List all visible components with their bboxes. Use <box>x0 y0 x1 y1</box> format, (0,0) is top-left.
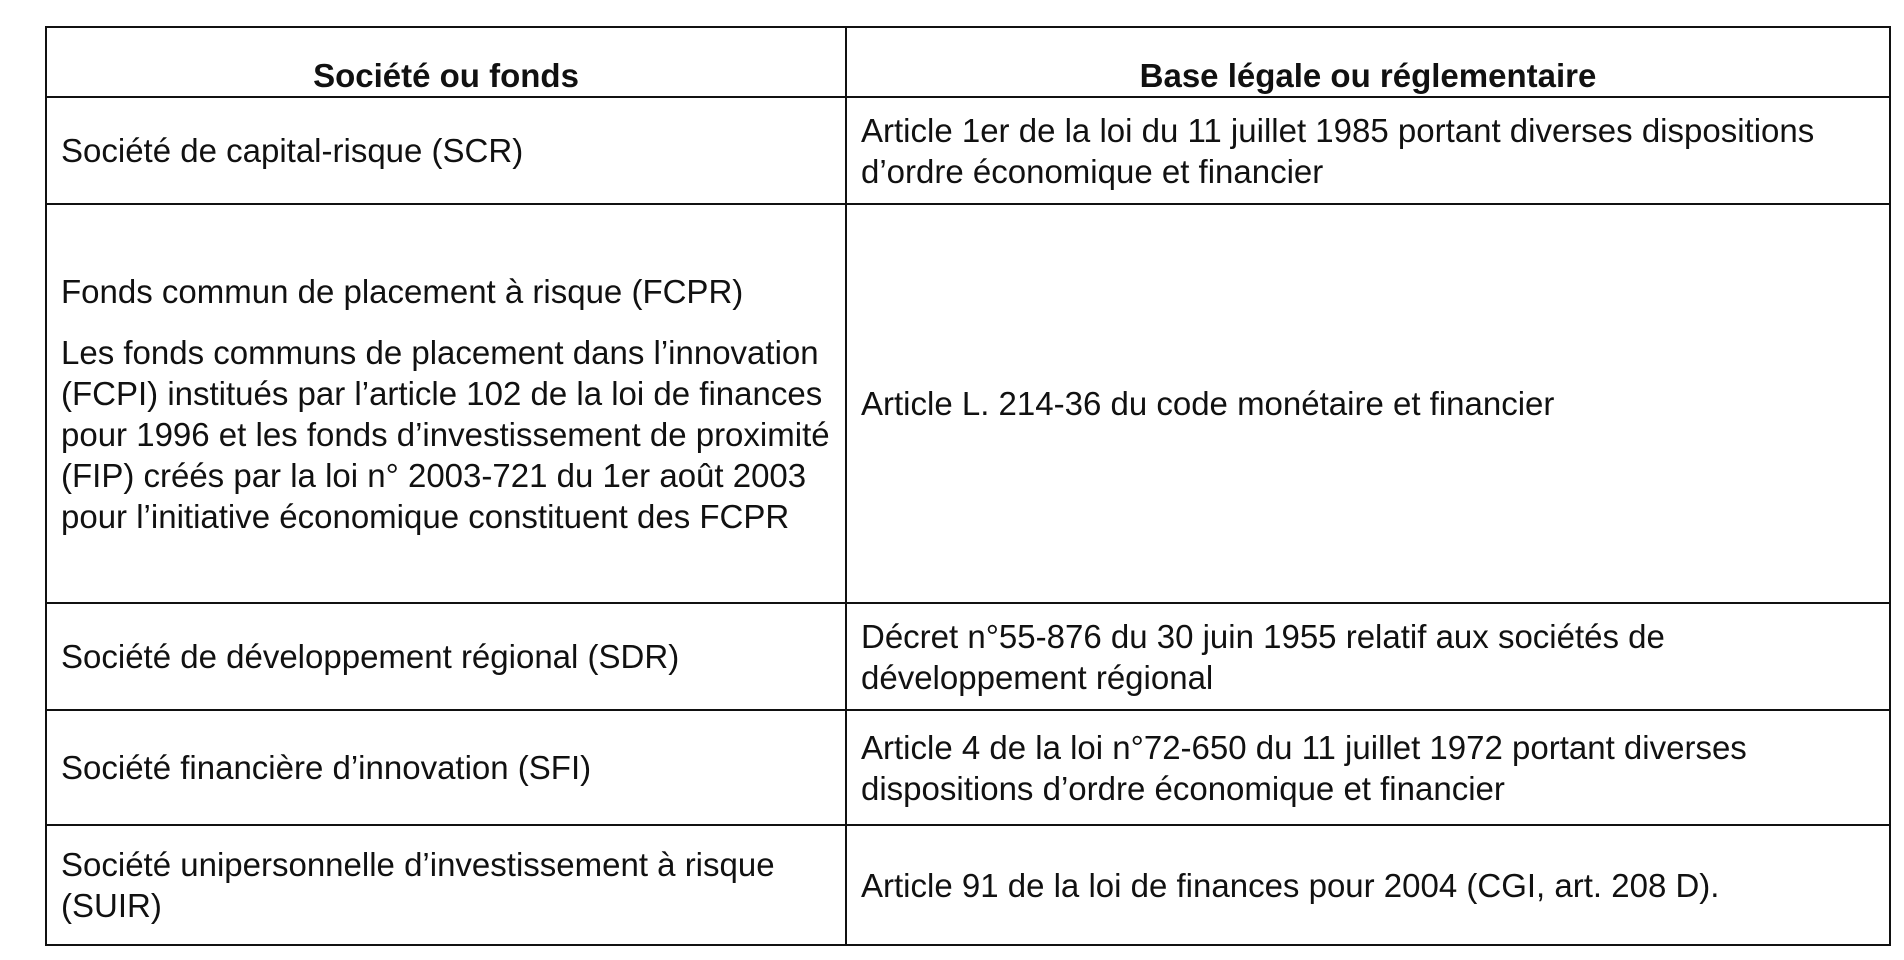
basis-cell: Article 1er de la loi du 11 juillet 1985 portant diverses dispositions d’ordre économique et financier <box>846 97 1890 204</box>
header-entity: Société ou fonds <box>46 27 846 97</box>
entity-cell: Société de développement régional (SDR) <box>46 603 846 710</box>
entity-name: Fonds commun de placement à risque (FCPR) <box>61 272 744 310</box>
legal-basis-table <box>45 26 1891 946</box>
basis-cell: Article 91 de la loi de finances pour 2004 (CGI, art. 208 D). <box>846 825 1890 945</box>
entity-note: Les fonds communs de placement dans l’innovation (FCPI) institués par l’article 102 de la loi de finances pour 1996 et les fonds d’investissement de proximité (FIP) créés par la loi n° 2003-721 du 1er août 2003 pour l’initiative économique constituent des FCPR <box>61 333 830 535</box>
table-row <box>46 97 1890 204</box>
table-row <box>46 710 1890 825</box>
basis-cell: Article 4 de la loi n°72-650 du 11 juillet 1972 portant diverses dispositions d’ordre économique et financier <box>846 710 1890 825</box>
entity-cell: Société unipersonnelle d’investissement à risque (SUIR) <box>46 825 846 945</box>
entity-cell: Société financière d’innovation (SFI) <box>46 710 846 825</box>
table-row <box>46 825 1890 945</box>
entity-cell <box>46 204 846 603</box>
basis-cell: Article L. 214-36 du code monétaire et financier <box>846 204 1890 603</box>
header-basis: Base légale ou réglementaire <box>846 27 1890 97</box>
table-row <box>46 204 1890 603</box>
entity-cell: Société de capital-risque (SCR) <box>46 97 846 204</box>
table-row <box>46 603 1890 710</box>
basis-cell: Décret n°55-876 du 30 juin 1955 relatif aux sociétés de développement régional <box>846 603 1890 710</box>
table-header-row <box>46 27 1890 97</box>
